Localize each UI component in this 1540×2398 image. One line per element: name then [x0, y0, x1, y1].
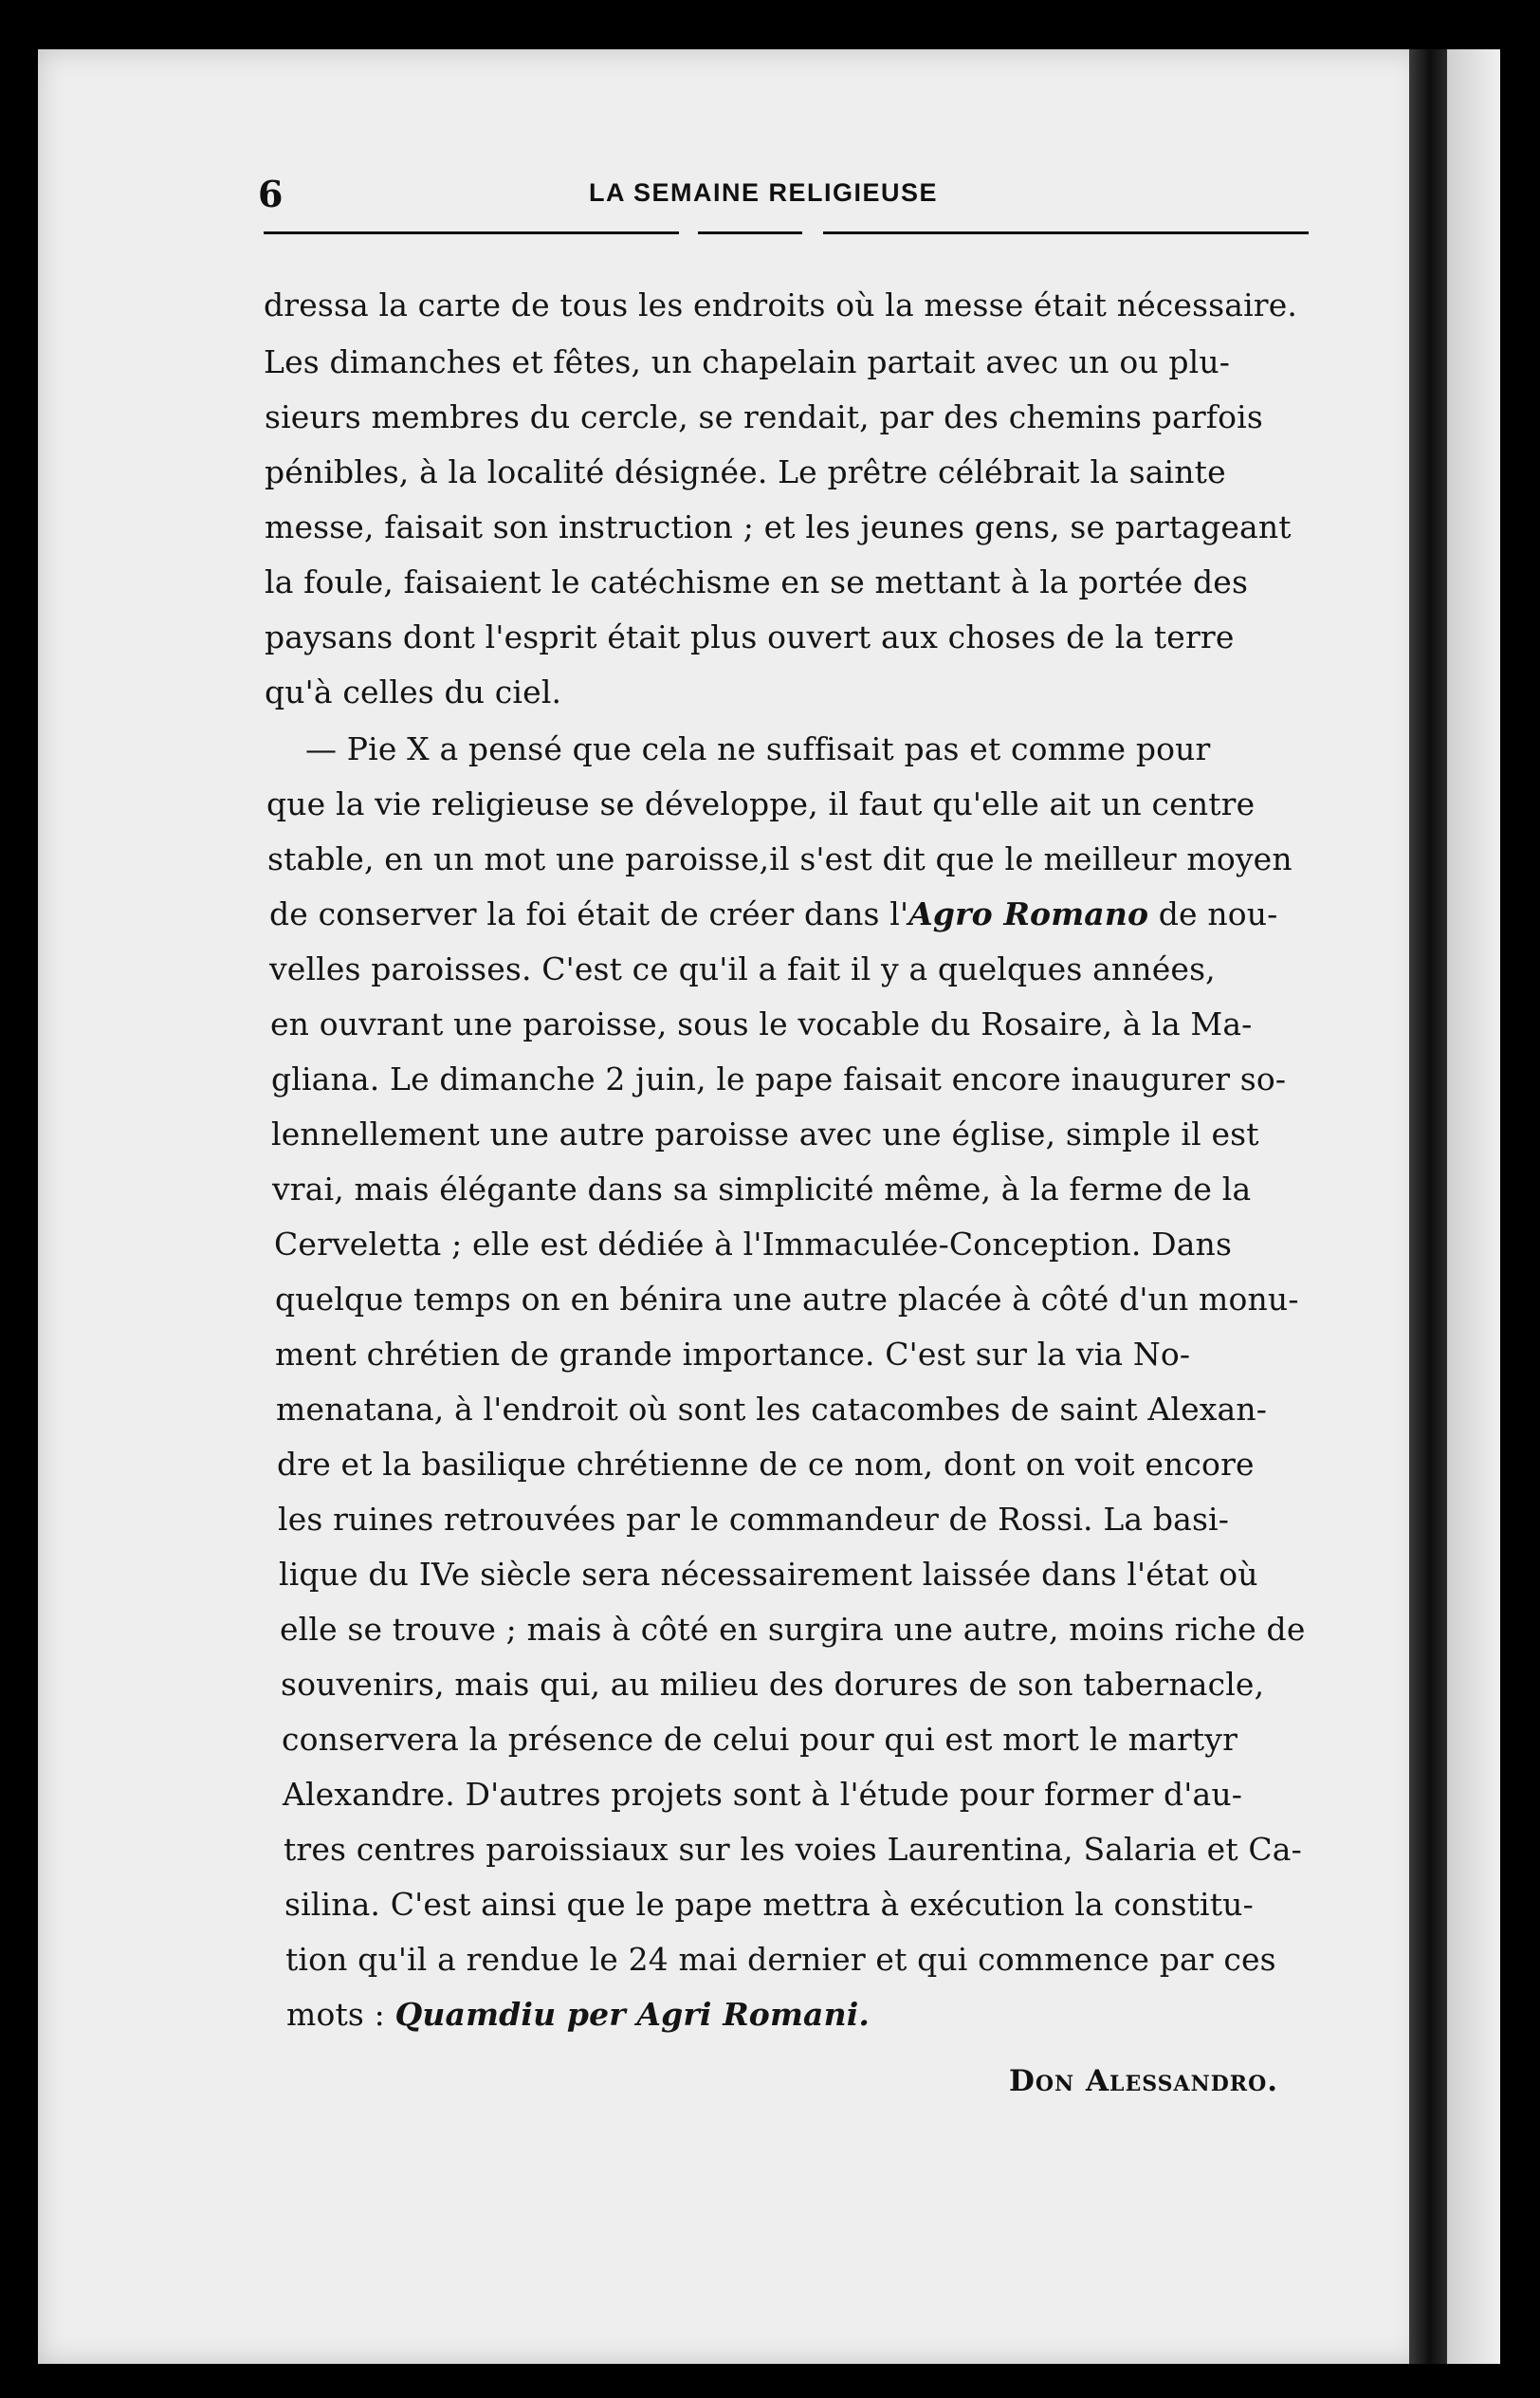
text-line: en ouvrant une paroisse, sous le vocable du Rosaire, à la Ma- [270, 1005, 1253, 1042]
text-line: vrai, mais élégante dans sa simplicité même, à la ferme de la [272, 1171, 1252, 1208]
text-segment: de conserver la foi était de créer dans l' [269, 895, 909, 932]
text-line: les ruines retrouvées par le commandeur de Rossi. La basi- [278, 1501, 1230, 1538]
text-line: messe, faisait son instruction ; et les jeunes gens, se partageant [265, 508, 1292, 545]
running-title: LA SEMAINE RELIGIEUSE [588, 178, 939, 207]
text-line: stable, en un mot une paroisse,il s'est dit que le meilleur moyen [267, 840, 1292, 877]
text-line: conservera la présence de celui pour qui est mort le martyr [282, 1721, 1238, 1758]
text-line: silina. C'est ainsi que le pape mettra à exécution la constitu- [284, 1886, 1254, 1923]
page-number: 6 [258, 173, 284, 215]
text-line: souvenirs, mais qui, au milieu des dorures de son tabernacle, [281, 1666, 1265, 1703]
text-line: Alexandre. D'autres projets sont à l'étude pour former d'au- [283, 1776, 1243, 1813]
text-line: paysans dont l'esprit était plus ouvert aux choses de la terre [265, 618, 1235, 655]
text-line: tres centres paroissiaux sur les voies Laurentina, Salaria et Ca- [284, 1831, 1302, 1868]
text-line [269, 895, 1277, 932]
text-line: gliana. Le dimanche 2 juin, le pape faisait encore inaugurer so- [271, 1061, 1287, 1098]
text-line [286, 1996, 870, 2033]
text-segment: mots : [286, 1996, 395, 2033]
author-signature: Don Alessandro. [1009, 2064, 1279, 2098]
text-line: elle se trouve ; mais à côté en surgira une autre, moins riche de [280, 1611, 1306, 1648]
text-line: sieurs membres du cercle, se rendait, par des chemins parfois [265, 398, 1263, 435]
italic-term: Agro Romano [908, 895, 1149, 932]
text-line: tion qu'il a rendue le 24 mai dernier et qui commence par ces [285, 1941, 1276, 1978]
text-line: — Pie X a pensé que cela ne suffisait pas et comme pour [305, 730, 1211, 767]
text-line: pénibles, à la localité désignée. Le prêtre célébrait la sainte [265, 453, 1226, 490]
text-line: la foule, faisaient le catéchisme en se mettant à la portée des [265, 563, 1249, 600]
text-line: menatana, à l'endroit où sont les catacombes de saint Alexan- [276, 1391, 1268, 1428]
text-line: dre et la basilique chrétienne de ce nom, dont on voit encore [277, 1446, 1255, 1483]
text-line: lennellement une autre paroisse avec une église, simple il est [271, 1116, 1259, 1153]
text-line: velles paroisses. C'est ce qu'il a fait il y a quelques années, [269, 950, 1216, 987]
text-line: qu'à celles du ciel. [265, 673, 562, 710]
italic-quote: Quamdiu per Agri Romani. [394, 1996, 871, 2033]
text-line: ment chrétien de grande importance. C'est sur la via No- [275, 1336, 1191, 1373]
text-line: Les dimanches et fêtes, un chapelain partait avec un ou plu- [264, 343, 1231, 380]
text-line: dressa la carte de tous les endroits où la messe était nécessaire. [264, 286, 1298, 323]
text-segment: de nou- [1148, 895, 1278, 932]
text-line: quelque temps on en bénira une autre placée à côté d'un monu- [275, 1281, 1299, 1318]
text-line: Cerveletta ; elle est dédiée à l'Immaculée-Conception. Dans [274, 1226, 1233, 1263]
text-line: lique du IVe siècle sera nécessairement laissée dans l'état où [279, 1556, 1258, 1593]
text-line: que la vie religieuse se développe, il faut qu'elle ait un centre [266, 785, 1256, 822]
